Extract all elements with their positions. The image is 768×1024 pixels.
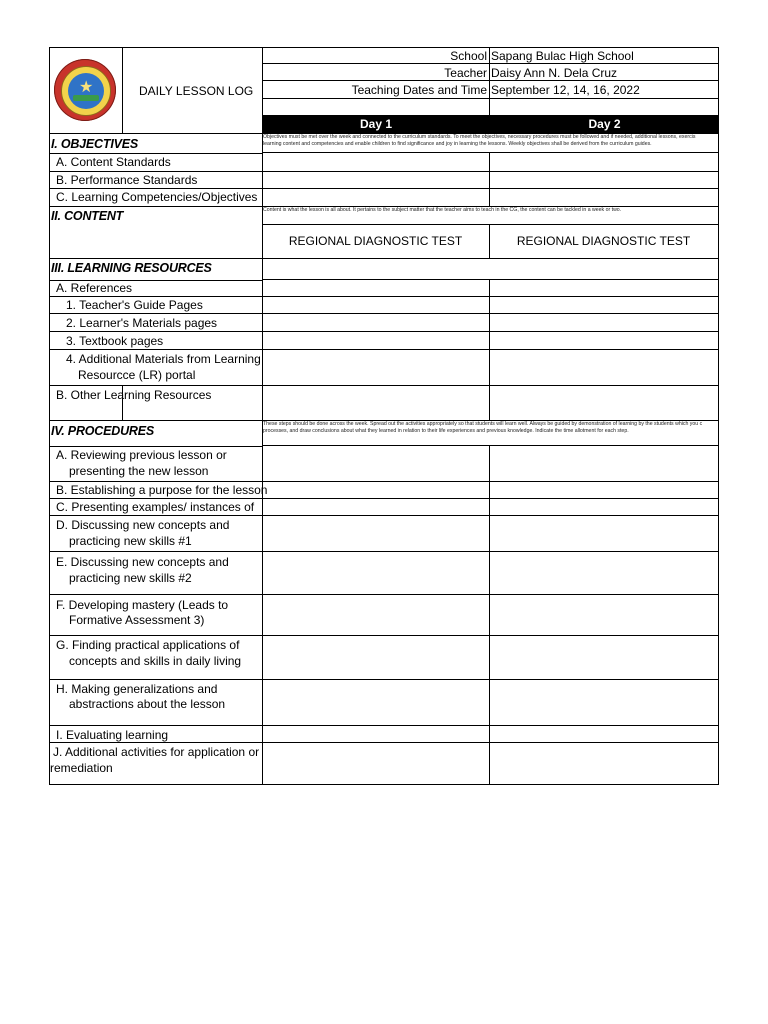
procedure-f-line2: Formative Assessment 3) — [69, 613, 205, 627]
procedure-f-line1: F. Developing mastery (Leads to — [56, 598, 229, 612]
document-title: DAILY LESSON LOG — [139, 84, 254, 98]
teacher-value: Daisy Ann N. Dela Cruz — [491, 66, 618, 80]
resources-other: B. Other Learning Resources — [56, 388, 212, 402]
procedure-a-line2: presenting the new lesson — [69, 464, 209, 478]
procedures-heading: IV. PROCEDURES — [51, 424, 155, 438]
grid-line — [262, 98, 719, 99]
content-heading: II. CONTENT — [51, 209, 124, 223]
resources-teachers-guide: 1. Teacher's Guide Pages — [66, 298, 203, 312]
resources-additional-materials-line1: 4. Additional Materials from Learning — [66, 352, 261, 366]
procedure-e-line2: practicing new skills #2 — [69, 571, 192, 585]
objectives-heading: I. OBJECTIVES — [51, 137, 139, 151]
school-label: School — [450, 49, 487, 63]
procedure-g-line1: G. Finding practical applications of — [56, 638, 240, 652]
grid-line — [49, 331, 719, 332]
grid-line — [489, 47, 490, 115]
school-seal-icon: ★ — [54, 59, 116, 121]
grid-line — [262, 152, 719, 153]
procedure-j-line2: remediation — [50, 761, 113, 775]
objectives-item-performance-standards: B. Performance Standards — [56, 173, 198, 187]
objectives-note-line1: Objectives must be met over the week and connected to the curriculum standards. To meet the objectives, necessary procedures must be followed and if needed, additional lessons, exercis — [263, 134, 696, 140]
procedure-a-line1: A. Reviewing previous lesson or — [56, 448, 227, 462]
grid-line — [49, 725, 719, 726]
procedure-d-line1: D. Discussing new concepts and — [56, 518, 230, 532]
grid-line — [49, 515, 719, 516]
grid-line — [489, 152, 490, 206]
procedures-note-line2: processes, and draw conclusions about what they learned in relation to their life experiences and previous knowledge. Indicate the time allotment for each step. — [263, 428, 629, 434]
grid-line — [122, 47, 123, 134]
grid-line — [49, 349, 719, 350]
grid-line — [49, 635, 719, 636]
grid-line — [49, 385, 719, 386]
procedure-h-line2: abstractions about the lesson — [69, 697, 226, 711]
procedure-h-line1: H. Making generalizations and — [56, 682, 218, 696]
content-day2-value: REGIONAL DIAGNOSTIC TEST — [516, 234, 691, 248]
procedure-b: B. Establishing a purpose for the lesson — [56, 483, 268, 497]
grid-line — [718, 47, 719, 785]
grid-line — [49, 47, 50, 785]
grid-line — [49, 258, 719, 259]
day2-header: Day 2 — [490, 116, 719, 133]
objectives-item-content-standards: A. Content Standards — [56, 155, 171, 169]
procedure-g-line2: concepts and skills in daily living — [69, 654, 242, 668]
procedure-j-line1: J. Additional activities for application or — [53, 745, 260, 759]
grid-line — [262, 47, 263, 785]
content-note: Content is what the lesson is all about. It pertains to the subject matter that the teacher aims to teach in the CG, the content can be tackled in a week or two. — [263, 207, 622, 213]
resources-heading: III. LEARNING RESOURCES — [51, 261, 212, 275]
objectives-note-line2: learning content and competencies and enable children to find significance and joy in learning the lessons. Weekly objectives shall be derived from the curriculum guides. — [263, 141, 652, 147]
resources-learners-materials: 2. Learner's Materials pages — [66, 316, 218, 330]
grid-line — [489, 445, 490, 785]
resources-textbook: 3. Textbook pages — [66, 334, 164, 348]
day1-header: Day 1 — [262, 116, 490, 133]
resources-additional-materials-line2: Resourcce (LR) portal — [78, 368, 196, 382]
procedure-c: C. Presenting examples/ instances of — [56, 500, 255, 514]
grid-line — [262, 445, 719, 446]
procedures-note-line1: These steps should be done across the week. Spread out the activities appropriately so that students will learn well. Always be guided by demonstration of learning by the students which you c — [263, 421, 703, 427]
grid-line — [49, 313, 719, 314]
objectives-item-learning-competencies: C. Learning Competencies/Objectives — [56, 190, 258, 204]
procedure-e-line1: E. Discussing new concepts and — [56, 555, 229, 569]
grid-line — [49, 679, 719, 680]
grid-line — [262, 224, 719, 225]
dates-label: Teaching Dates and Time — [351, 83, 487, 97]
school-value: Sapang Bulac High School — [491, 49, 634, 63]
procedure-i: I. Evaluating learning — [56, 728, 169, 742]
grid-line — [49, 784, 719, 785]
content-day1-value: REGIONAL DIAGNOSTIC TEST — [288, 234, 463, 248]
grid-line — [489, 279, 490, 420]
procedure-d-line2: practicing new skills #1 — [69, 534, 192, 548]
dates-value: September 12, 14, 16, 2022 — [491, 83, 640, 97]
grid-line — [49, 594, 719, 595]
resources-references: A. References — [56, 281, 133, 295]
teacher-label: Teacher — [444, 66, 487, 80]
grid-line — [49, 551, 719, 552]
grid-line — [262, 279, 719, 280]
